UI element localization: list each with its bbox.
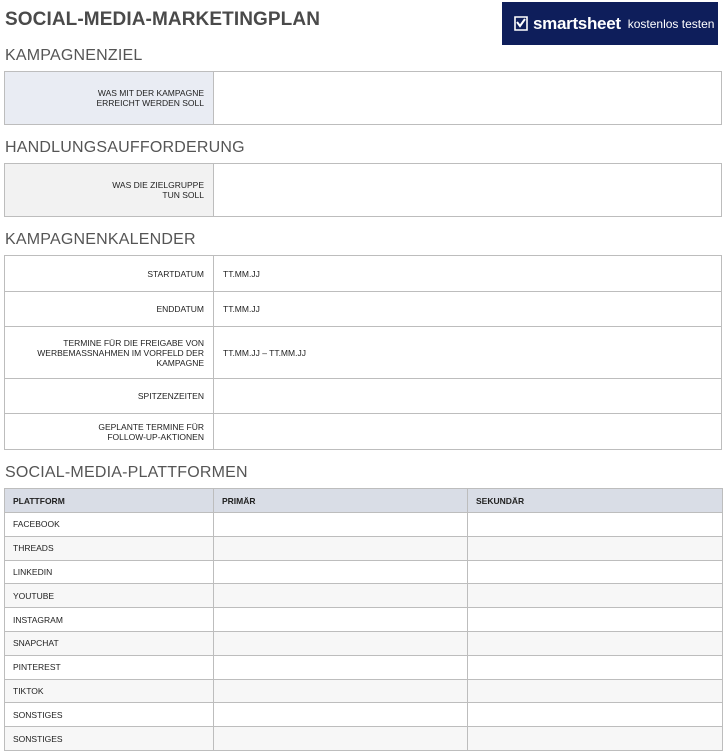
primary-cell[interactable] (214, 679, 468, 703)
page-title: SOCIAL-MEDIA-MARKETINGPLAN (5, 9, 321, 30)
table-row (5, 513, 723, 537)
platform-name: SONSTIGES (5, 703, 214, 727)
smartsheet-logo-icon (514, 16, 528, 31)
secondary-cell[interactable] (468, 513, 723, 537)
smartsheet-trial-banner[interactable] (502, 2, 718, 45)
goal-value-field[interactable] (214, 72, 721, 124)
platforms-header-row (5, 489, 723, 513)
calendar-box (4, 255, 722, 450)
trial-link[interactable]: kostenlos testen (627, 16, 715, 31)
primary-cell[interactable] (214, 584, 468, 608)
calendar-row-approval (5, 327, 721, 379)
platform-name: TIKTOK (5, 679, 214, 703)
section-title-platforms: SOCIAL-MEDIA-PLATTFORMEN (5, 464, 248, 481)
secondary-cell[interactable] (468, 655, 723, 679)
secondary-cell[interactable] (468, 608, 723, 632)
table-row (5, 727, 723, 751)
primary-cell[interactable] (214, 536, 468, 560)
column-header-platform: PLATTFORM (5, 489, 214, 513)
table-row (5, 703, 723, 727)
goal-box (4, 71, 722, 125)
table-row (5, 536, 723, 560)
approval-dates-field[interactable]: TT.MM.JJ – TT.MM.JJ (223, 347, 306, 358)
platform-name: INSTAGRAM (5, 608, 214, 632)
primary-cell[interactable] (214, 513, 468, 537)
platform-name: LINKEDIN (5, 560, 214, 584)
secondary-cell[interactable] (468, 584, 723, 608)
calendar-label: STARTDATUM (5, 256, 214, 291)
table-row (5, 608, 723, 632)
section-title-calendar: KAMPAGNENKALENDER (5, 231, 196, 248)
section-title-cta: HANDLUNGSAUFFORDERUNG (5, 139, 245, 156)
platform-name: THREADS (5, 536, 214, 560)
brand-name: smartsheet (533, 13, 621, 33)
calendar-label: ENDDATUM (5, 292, 214, 326)
platform-name: SNAPCHAT (5, 631, 214, 655)
cta-box (4, 163, 722, 217)
start-date-field[interactable]: TT.MM.JJ (223, 268, 260, 279)
platform-name: FACEBOOK (5, 513, 214, 537)
calendar-row-peak (5, 379, 721, 414)
section-title-goal: KAMPAGNENZIEL (5, 47, 143, 64)
secondary-cell[interactable] (468, 703, 723, 727)
table-row (5, 584, 723, 608)
goal-label: WAS MIT DER KAMPAGNE ERREICHT WERDEN SOLL (5, 72, 214, 124)
table-row (5, 655, 723, 679)
cta-row (5, 164, 721, 216)
primary-cell[interactable] (214, 655, 468, 679)
primary-cell[interactable] (214, 703, 468, 727)
goal-row (5, 72, 721, 124)
primary-cell[interactable] (214, 560, 468, 584)
peak-times-field[interactable] (214, 379, 721, 413)
platforms-table (4, 488, 723, 751)
primary-cell[interactable] (214, 608, 468, 632)
calendar-label: TERMINE FÜR DIE FREIGABE VON WERBEMASSNAHMEN IM VORFELD DER KAMPAGNE (5, 327, 214, 378)
table-row (5, 631, 723, 655)
end-date-field[interactable]: TT.MM.JJ (223, 304, 260, 314)
secondary-cell[interactable] (468, 631, 723, 655)
table-row (5, 679, 723, 703)
secondary-cell[interactable] (468, 536, 723, 560)
platform-name: SONSTIGES (5, 727, 214, 751)
calendar-label: SPITZENZEITEN (5, 379, 214, 413)
followup-dates-field[interactable] (214, 414, 721, 449)
column-header-secondary: SEKUNDÄR (468, 489, 723, 513)
secondary-cell[interactable] (468, 727, 723, 751)
calendar-row-followup (5, 414, 721, 449)
primary-cell[interactable] (214, 727, 468, 751)
cta-label: WAS DIE ZIELGRUPPE TUN SOLL (5, 164, 214, 216)
secondary-cell[interactable] (468, 679, 723, 703)
table-row (5, 560, 723, 584)
platform-name: YOUTUBE (5, 584, 214, 608)
cta-value-field[interactable] (214, 164, 721, 216)
calendar-label: GEPLANTE TERMINE FÜR FOLLOW-UP-AKTIONEN (5, 414, 214, 449)
platform-name: PINTEREST (5, 655, 214, 679)
calendar-row-end (5, 292, 721, 327)
column-header-primary: PRIMÄR (214, 489, 468, 513)
secondary-cell[interactable] (468, 560, 723, 584)
primary-cell[interactable] (214, 631, 468, 655)
calendar-row-start (5, 256, 721, 292)
